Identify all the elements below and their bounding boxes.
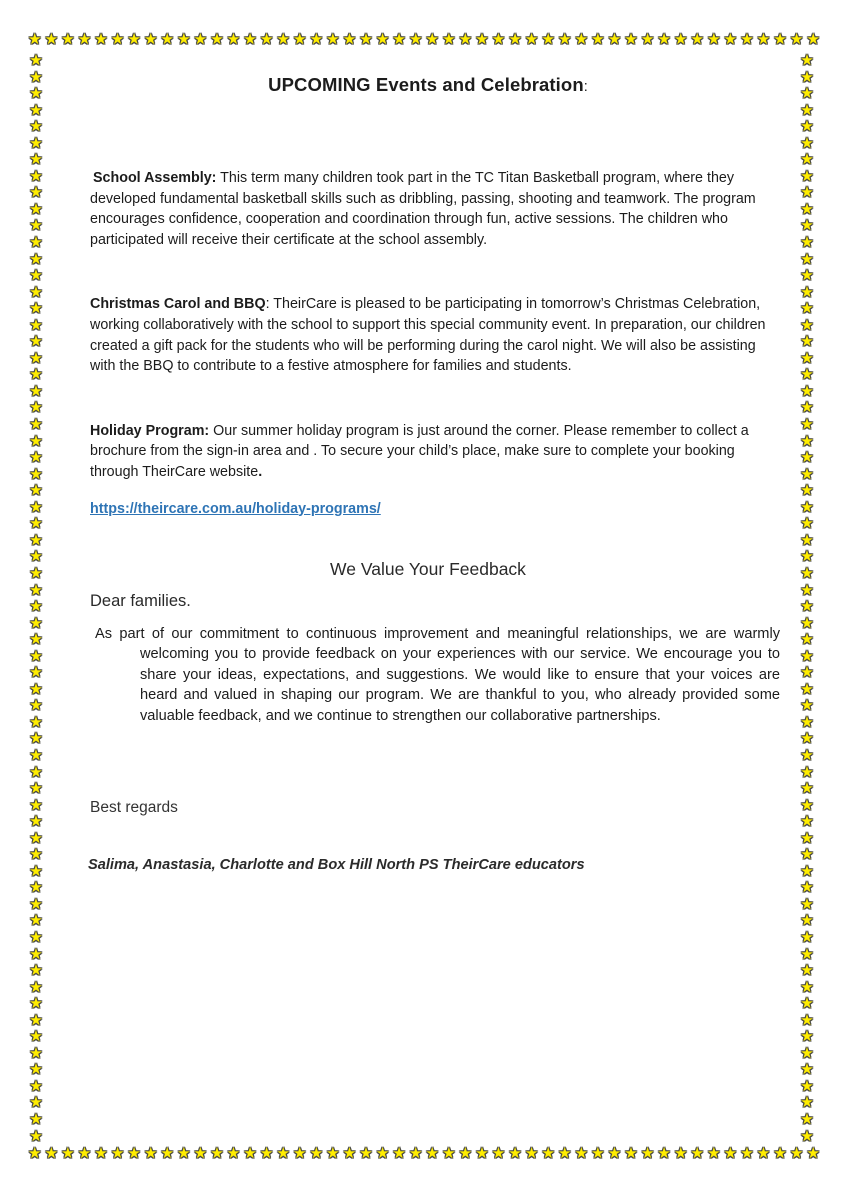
star-icon: ★	[226, 1145, 241, 1162]
star-border-top	[28, 33, 820, 47]
star-icon: ★	[375, 31, 390, 48]
star-icon: ★	[29, 151, 43, 169]
star-icon: ★	[29, 1127, 43, 1145]
star-icon: ★	[177, 31, 191, 48]
star-icon: ★	[29, 928, 43, 946]
star-icon: ★	[800, 1077, 814, 1095]
star-icon: ★	[29, 68, 43, 86]
star-icon: ★	[673, 1145, 688, 1162]
star-icon: ★	[29, 746, 43, 764]
star-icon: ★	[29, 730, 43, 748]
star-icon: ★	[800, 598, 814, 616]
closing-line: Best regards	[90, 798, 178, 816]
star-icon: ★	[541, 1145, 555, 1162]
star-icon: ★	[800, 85, 814, 103]
star-icon: ★	[29, 267, 43, 285]
star-icon: ★	[690, 1145, 704, 1162]
star-icon: ★	[309, 1145, 324, 1162]
feedback-heading: We Value Your Feedback	[330, 558, 526, 579]
star-icon: ★	[110, 1145, 125, 1162]
star-icon: ★	[640, 31, 655, 48]
star-icon: ★	[210, 31, 224, 48]
star-icon: ★	[29, 796, 43, 814]
star-icon: ★	[800, 664, 814, 682]
star-icon: ★	[442, 1145, 456, 1162]
star-icon: ★	[558, 1145, 572, 1162]
star-icon: ★	[29, 482, 43, 500]
star-icon: ★	[326, 31, 340, 48]
star-icon: ★	[475, 1145, 489, 1162]
star-icon: ★	[359, 31, 373, 48]
star-icon: ★	[29, 366, 43, 384]
star-icon: ★	[29, 531, 43, 549]
page-title	[90, 74, 766, 96]
star-icon: ★	[29, 250, 43, 268]
star-icon: ★	[756, 1145, 771, 1162]
star-icon: ★	[800, 962, 814, 980]
star-icon: ★	[806, 31, 820, 48]
school-assembly-label: School Assembly:	[93, 170, 217, 186]
star-icon: ★	[800, 631, 814, 649]
star-icon: ★	[392, 31, 406, 48]
christmas-carol-body: TheirCare is pleased to be participating in tomorrow’s Christmas Celebration, working collaboratively with the school to support this special community event. In preparation, our children created a gift pack for the students who will be performing during the carol night. We will also be assisting with the BBQ to contribute to a festive atmosphere for families and students.	[90, 296, 766, 375]
star-icon: ★	[607, 1145, 622, 1162]
star-icon: ★	[29, 1061, 43, 1079]
star-icon: ★	[193, 31, 208, 48]
page-title-text: UPCOMING Events and Celebration	[268, 74, 584, 95]
star-icon: ★	[29, 962, 43, 980]
star-icon: ★	[740, 31, 754, 48]
star-icon: ★	[210, 1145, 224, 1162]
star-icon: ★	[29, 647, 43, 665]
star-icon: ★	[29, 85, 43, 103]
star-icon: ★	[29, 1028, 43, 1046]
star-icon: ★	[800, 52, 814, 69]
star-icon: ★	[29, 664, 43, 682]
star-icon: ★	[800, 829, 814, 847]
star-icon: ★	[458, 31, 473, 48]
star-icon: ★	[29, 101, 43, 119]
star-icon: ★	[624, 31, 638, 48]
holiday-program-period: .	[258, 463, 263, 480]
star-icon: ★	[29, 167, 43, 185]
star-icon: ★	[574, 1145, 589, 1162]
star-icon: ★	[800, 912, 814, 930]
star-icon: ★	[800, 564, 814, 582]
star-icon: ★	[28, 1145, 42, 1162]
star-icon: ★	[29, 995, 43, 1013]
star-icon: ★	[29, 432, 43, 450]
star-icon: ★	[800, 978, 814, 996]
star-icon: ★	[800, 382, 814, 400]
star-icon: ★	[800, 1111, 814, 1128]
star-icon: ★	[800, 1044, 814, 1062]
star-icon: ★	[29, 1044, 43, 1062]
star-icon: ★	[723, 31, 738, 48]
holiday-program-body: Our summer holiday program is just around the corner. Please remember to collect a brochure from the sign-in area and . To secure your child’s place, make sure to complete your booking through TheirCare website	[90, 422, 749, 480]
star-icon: ★	[342, 31, 357, 48]
star-icon: ★	[61, 31, 75, 48]
star-icon: ★	[342, 1145, 357, 1162]
star-icon: ★	[29, 978, 43, 996]
star-icon: ★	[29, 200, 43, 218]
star-icon: ★	[800, 928, 814, 946]
star-icon: ★	[29, 945, 43, 963]
star-icon: ★	[800, 846, 814, 864]
star-icon: ★	[800, 416, 814, 434]
star-icon: ★	[800, 647, 814, 665]
star-icon: ★	[293, 31, 307, 48]
star-icon: ★	[29, 548, 43, 566]
holiday-programs-link[interactable]: https://theircare.com.au/holiday-programs/	[90, 500, 381, 517]
star-icon: ★	[29, 234, 43, 252]
star-icon: ★	[800, 1061, 814, 1079]
star-icon: ★	[524, 31, 539, 48]
star-icon: ★	[800, 399, 814, 417]
star-icon: ★	[29, 316, 43, 334]
star-icon: ★	[558, 31, 572, 48]
star-icon: ★	[425, 1145, 439, 1162]
star-icon: ★	[800, 68, 814, 86]
star-icon: ★	[800, 151, 814, 169]
feedback-salutation: Dear families.	[90, 591, 191, 610]
star-icon: ★	[29, 1094, 43, 1112]
star-icon: ★	[607, 31, 622, 48]
star-icon: ★	[29, 697, 43, 715]
star-icon: ★	[800, 895, 814, 913]
star-icon: ★	[789, 1145, 804, 1162]
star-icon: ★	[29, 680, 43, 698]
star-icon: ★	[800, 200, 814, 218]
star-icon: ★	[657, 31, 671, 48]
star-icon: ★	[408, 31, 423, 48]
page-content	[88, 60, 780, 873]
star-icon: ★	[800, 713, 814, 731]
star-icon: ★	[624, 1145, 638, 1162]
star-border-bottom	[28, 1147, 820, 1161]
star-icon: ★	[29, 829, 43, 847]
star-icon: ★	[29, 713, 43, 731]
star-icon: ★	[44, 1145, 59, 1162]
christmas-carol-colon: :	[265, 296, 270, 313]
star-icon: ★	[143, 31, 158, 48]
star-icon: ★	[29, 1111, 43, 1128]
star-icon: ★	[160, 1145, 174, 1162]
star-icon: ★	[673, 31, 688, 48]
star-icon: ★	[806, 1145, 820, 1162]
star-icon: ★	[143, 1145, 158, 1162]
star-icon: ★	[800, 995, 814, 1013]
star-icon: ★	[800, 614, 814, 632]
star-icon: ★	[259, 31, 274, 48]
star-icon: ★	[442, 31, 456, 48]
star-icon: ★	[243, 1145, 257, 1162]
star-icon: ★	[800, 746, 814, 764]
star-icon: ★	[29, 333, 43, 351]
star-icon: ★	[800, 366, 814, 384]
star-icon: ★	[800, 680, 814, 698]
star-icon: ★	[800, 482, 814, 500]
star-icon: ★	[740, 1145, 754, 1162]
star-icon: ★	[29, 763, 43, 781]
star-icon: ★	[491, 1145, 506, 1162]
star-icon: ★	[29, 465, 43, 483]
star-icon: ★	[773, 1145, 787, 1162]
star-icon: ★	[309, 31, 324, 48]
star-icon: ★	[44, 31, 59, 48]
star-icon: ★	[800, 349, 814, 367]
star-icon: ★	[29, 134, 43, 152]
star-icon: ★	[800, 796, 814, 814]
star-icon: ★	[29, 1011, 43, 1029]
star-icon: ★	[29, 217, 43, 235]
star-icon: ★	[800, 879, 814, 897]
star-icon: ★	[458, 1145, 473, 1162]
star-icon: ★	[94, 1145, 108, 1162]
star-icon: ★	[177, 1145, 191, 1162]
star-icon: ★	[392, 1145, 406, 1162]
star-icon: ★	[800, 234, 814, 252]
star-icon: ★	[29, 631, 43, 649]
star-border-left	[28, 54, 44, 1144]
star-icon: ★	[29, 564, 43, 582]
star-icon: ★	[29, 515, 43, 533]
star-icon: ★	[29, 118, 43, 136]
star-icon: ★	[29, 382, 43, 400]
star-icon: ★	[29, 614, 43, 632]
star-icon: ★	[243, 31, 257, 48]
star-icon: ★	[800, 548, 814, 566]
star-icon: ★	[574, 31, 589, 48]
star-icon: ★	[29, 300, 43, 318]
star-icon: ★	[800, 697, 814, 715]
signature-line: Salima, Anastasia, Charlotte and Box Hill North PS TheirCare educators	[88, 856, 585, 873]
star-icon: ★	[508, 1145, 522, 1162]
star-icon: ★	[800, 515, 814, 533]
star-icon: ★	[541, 31, 555, 48]
star-icon: ★	[800, 134, 814, 152]
star-icon: ★	[800, 1094, 814, 1112]
star-icon: ★	[640, 1145, 655, 1162]
star-icon: ★	[29, 581, 43, 599]
star-icon: ★	[127, 31, 141, 48]
star-icon: ★	[259, 1145, 274, 1162]
star-icon: ★	[800, 217, 814, 235]
star-icon: ★	[94, 31, 108, 48]
star-icon: ★	[29, 449, 43, 467]
star-icon: ★	[800, 498, 814, 516]
star-icon: ★	[29, 52, 43, 69]
star-icon: ★	[789, 31, 804, 48]
star-icon: ★	[707, 1145, 721, 1162]
holiday-link-line	[90, 501, 766, 517]
star-icon: ★	[29, 498, 43, 516]
star-icon: ★	[800, 945, 814, 963]
star-icon: ★	[77, 31, 92, 48]
star-icon: ★	[657, 1145, 671, 1162]
star-icon: ★	[408, 1145, 423, 1162]
star-icon: ★	[29, 813, 43, 831]
star-icon: ★	[193, 1145, 208, 1162]
star-icon: ★	[293, 1145, 307, 1162]
star-icon: ★	[800, 300, 814, 318]
star-icon: ★	[800, 267, 814, 285]
star-icon: ★	[508, 31, 522, 48]
star-icon: ★	[29, 598, 43, 616]
star-icon: ★	[29, 416, 43, 434]
star-icon: ★	[800, 184, 814, 202]
holiday-program-label: Holiday Program:	[90, 422, 210, 439]
star-icon: ★	[800, 763, 814, 781]
star-icon: ★	[28, 31, 42, 48]
star-icon: ★	[491, 31, 506, 48]
star-icon: ★	[800, 449, 814, 467]
star-icon: ★	[800, 118, 814, 136]
star-icon: ★	[800, 581, 814, 599]
star-icon: ★	[61, 1145, 75, 1162]
feedback-body: As part of our commitment to continuous improvement and meaningful relationships, we are warmly welcoming you to provide feedback on your experiences with our service. We encourage you to share your ideas, expectations, and suggestions. We would like to ensure that your voices are heard and valued in shaping our program. We are thankful to you, who already provided some valuable feedback, and we continue to strengthen our collaborative partnerships.	[95, 625, 780, 724]
star-icon: ★	[29, 846, 43, 864]
star-icon: ★	[29, 1077, 43, 1095]
star-icon: ★	[800, 780, 814, 798]
holiday-program-paragraph	[90, 421, 766, 483]
star-icon: ★	[226, 31, 241, 48]
star-icon: ★	[800, 1011, 814, 1029]
star-icon: ★	[800, 167, 814, 185]
star-icon: ★	[800, 862, 814, 880]
star-icon: ★	[800, 730, 814, 748]
star-icon: ★	[800, 283, 814, 301]
star-icon: ★	[800, 250, 814, 268]
star-icon: ★	[326, 1145, 340, 1162]
page-title-colon: :	[583, 79, 588, 95]
star-icon: ★	[110, 31, 125, 48]
school-assembly-body: This term many children took part in the TC Titan Basketball program, where they developed fundamental basketball skills such as dribbling, passing, shooting and teamwork. The program encourages confidence, cooperation and coordination through fun, active sessions. The children who participated will receive their certificate at the school assembly.	[90, 170, 756, 248]
school-assembly-paragraph	[90, 168, 766, 250]
star-icon: ★	[591, 31, 605, 48]
star-icon: ★	[800, 101, 814, 119]
star-icon: ★	[29, 895, 43, 913]
star-icon: ★	[800, 1028, 814, 1046]
star-icon: ★	[29, 283, 43, 301]
christmas-carol-label: Christmas Carol and BBQ	[90, 296, 266, 313]
star-icon: ★	[475, 31, 489, 48]
star-icon: ★	[723, 1145, 738, 1162]
star-icon: ★	[756, 31, 771, 48]
star-icon: ★	[29, 780, 43, 798]
star-icon: ★	[276, 1145, 290, 1162]
star-icon: ★	[29, 349, 43, 367]
star-icon: ★	[359, 1145, 373, 1162]
star-icon: ★	[29, 879, 43, 897]
star-icon: ★	[29, 184, 43, 202]
star-border-right	[799, 54, 815, 1144]
star-icon: ★	[425, 31, 439, 48]
star-icon: ★	[524, 1145, 539, 1162]
star-icon: ★	[77, 1145, 92, 1162]
star-icon: ★	[800, 333, 814, 351]
star-icon: ★	[160, 31, 174, 48]
christmas-carol-paragraph	[90, 294, 766, 376]
star-icon: ★	[773, 31, 787, 48]
star-icon: ★	[800, 432, 814, 450]
star-icon: ★	[127, 1145, 141, 1162]
star-icon: ★	[276, 31, 290, 48]
star-icon: ★	[29, 912, 43, 930]
star-icon: ★	[800, 813, 814, 831]
star-icon: ★	[690, 31, 704, 48]
star-icon: ★	[800, 465, 814, 483]
star-icon: ★	[375, 1145, 390, 1162]
star-icon: ★	[29, 862, 43, 880]
star-icon: ★	[800, 1127, 814, 1145]
star-icon: ★	[800, 316, 814, 334]
star-icon: ★	[591, 1145, 605, 1162]
star-icon: ★	[707, 31, 721, 48]
star-icon: ★	[800, 531, 814, 549]
star-icon: ★	[29, 399, 43, 417]
